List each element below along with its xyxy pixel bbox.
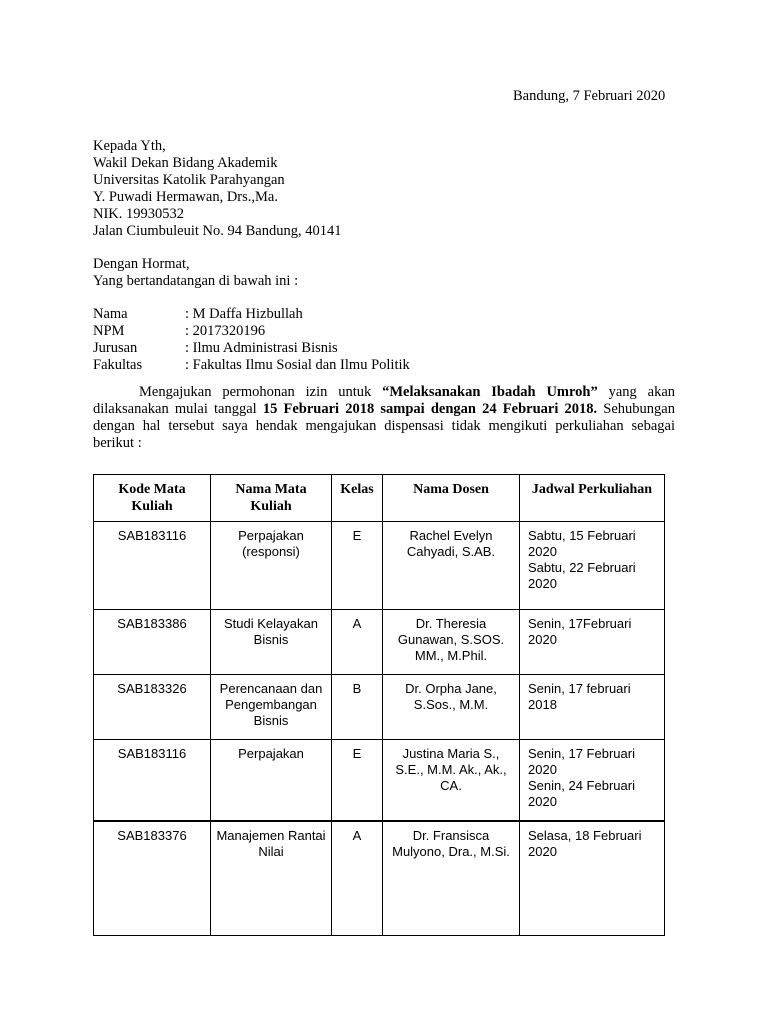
intro-line: Yang bertandatangan di bawah ini :: [93, 273, 299, 289]
header-dosen: Nama Dosen: [383, 475, 520, 522]
table-row: [94, 675, 665, 740]
cell-kelas: A: [332, 610, 383, 675]
header-nama: Nama Mata Kuliah: [211, 475, 332, 522]
recipient-salutation: Kepada Yth,: [93, 138, 166, 154]
recipient-position: Wakil Dekan Bidang Akademik: [93, 155, 278, 171]
cell-dosen: Rachel Evelyn Cahyadi, S.AB.: [383, 522, 520, 610]
schedule-line: Selasa, 18 Februari 2020: [528, 828, 642, 859]
header-kode: Kode Mata Kuliah: [94, 475, 211, 522]
cell-kode: SAB183116: [94, 740, 211, 822]
cell-kelas: B: [332, 675, 383, 740]
cell-kelas: E: [332, 740, 383, 822]
cell-kode: SAB183116: [94, 522, 211, 610]
cell-nama: Perpajakan: [211, 740, 332, 822]
cell-kode: SAB183326: [94, 675, 211, 740]
request-paragraph: [93, 384, 675, 452]
cell-jadwal: [520, 675, 665, 740]
field-label: Jurusan: [93, 340, 138, 356]
cell-jadwal: [520, 522, 665, 610]
cell-nama: Perencanaan dan Pengembangan Bisnis: [211, 675, 332, 740]
cell-dosen: Dr. Orpha Jane, S.Sos., M.M.: [383, 675, 520, 740]
field-value: : Ilmu Administrasi Bisnis: [185, 340, 338, 356]
header-kelas: Kelas: [332, 475, 383, 522]
cell-nama: Perpajakan (responsi): [211, 522, 332, 610]
course-table: [93, 474, 665, 936]
table-row: [94, 522, 665, 610]
opening-block: [93, 256, 298, 290]
field-row-npm: [93, 323, 410, 340]
cell-dosen: Dr. Fransisca Mulyono, Dra., M.Si.: [383, 821, 520, 936]
purpose-text: “Melaksanakan Ibadah Umroh”: [382, 384, 598, 400]
recipient-nik: NIK. 19930532: [93, 206, 185, 222]
table-header-row: [94, 475, 665, 522]
greeting: Dengan Hormat,: [93, 256, 190, 272]
recipient-block: [93, 138, 342, 240]
field-value: : M Daffa Hizbullah: [185, 306, 303, 322]
cell-kelas: A: [332, 821, 383, 936]
paragraph-text: Mengajukan permohonan izin untuk: [139, 384, 383, 400]
table-row: [94, 821, 665, 936]
cell-kode: SAB183386: [94, 610, 211, 675]
schedule-line: Senin, 17Februari 2020: [528, 616, 632, 647]
field-row-jurusan: [93, 340, 410, 357]
schedule-line: Senin, 24 Februari 2020: [528, 778, 635, 809]
cell-jadwal: [520, 821, 665, 936]
cell-dosen: Dr. Theresia Gunawan, S.SOS. MM., M.Phil.: [383, 610, 520, 675]
cell-jadwal: [520, 740, 665, 822]
paragraph-text: Sehubungan dengan hal tersebut saya hendak mengajukan dispensasi tidak mengikuti perkuliahan sebagai berikut :: [93, 401, 675, 451]
header-jadwal: Jadwal Perkuliahan: [520, 475, 665, 522]
schedule-line: Senin, 17 februari 2018: [528, 681, 631, 712]
cell-kode: SAB183376: [94, 821, 211, 936]
student-fields: [93, 306, 410, 374]
field-value: : 2017320196: [185, 323, 266, 339]
schedule-line: Sabtu, 22 Februari 2020: [528, 560, 636, 591]
schedule-line: Sabtu, 15 Februari 2020: [528, 528, 636, 559]
table-row: [94, 740, 665, 822]
field-row-fakultas: [93, 357, 410, 374]
cell-nama: Studi Kelayakan Bisnis: [211, 610, 332, 675]
period-text: 15 Februari 2018 sampai dengan 24 Februari 2018.: [262, 401, 598, 417]
cell-nama: Manajemen Rantai Nilai: [211, 821, 332, 936]
cell-jadwal: [520, 610, 665, 675]
field-row-nama: [93, 306, 410, 323]
letter-date: Bandung, 7 Februari 2020: [513, 88, 666, 104]
field-label: NPM: [93, 323, 125, 339]
recipient-institution: Universitas Katolik Parahyangan: [93, 172, 285, 188]
table-row: [94, 610, 665, 675]
paragraph-text: yang akan dilaksanakan mulai tanggal: [93, 384, 675, 417]
field-label: Fakultas: [93, 357, 143, 373]
recipient-address: Jalan Ciumbuleuit No. 94 Bandung, 40141: [93, 223, 342, 239]
cell-kelas: E: [332, 522, 383, 610]
recipient-name: Y. Puwadi Hermawan, Drs.,Ma.: [93, 189, 278, 205]
field-label: Nama: [93, 306, 128, 322]
field-value: : Fakultas Ilmu Sosial dan Ilmu Politik: [185, 357, 410, 373]
cell-dosen: Justina Maria S., S.E., M.M. Ak., Ak., CA.: [383, 740, 520, 822]
schedule-line: Senin, 17 Februari 2020: [528, 746, 635, 777]
